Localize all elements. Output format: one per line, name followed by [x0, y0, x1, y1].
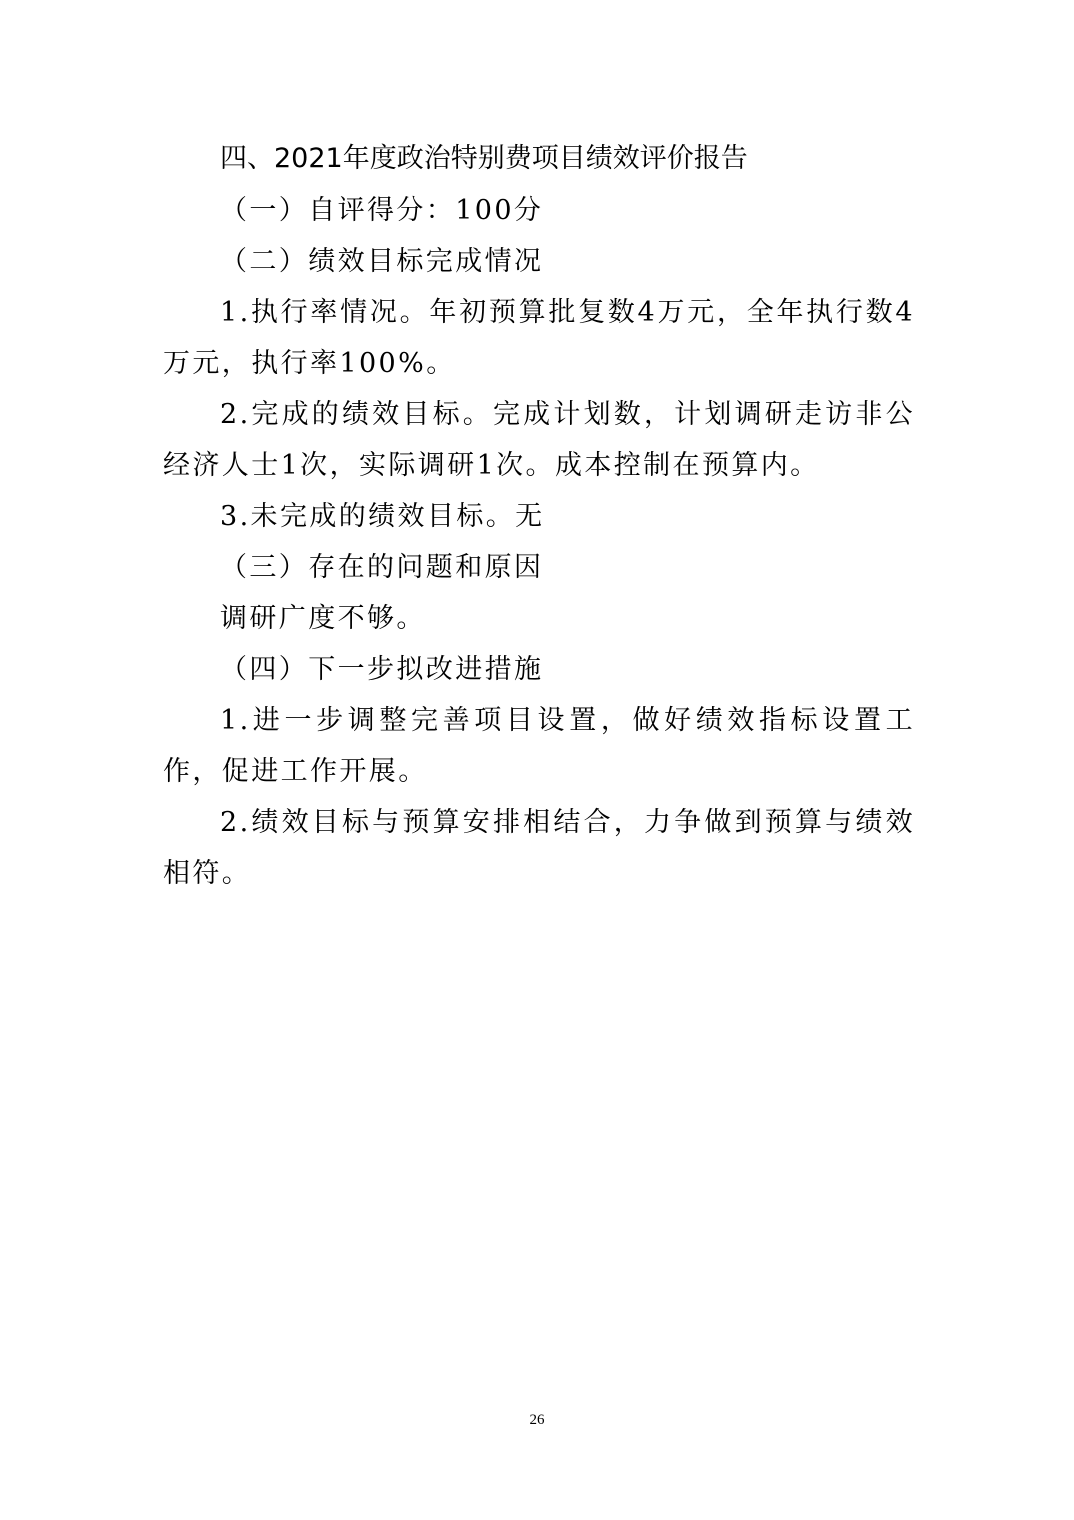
improvement-measure-2: 2.绩效目标与预算安排相结合，力争做到预算与绩效相符。	[163, 807, 915, 889]
section-three-heading: （三）存在的问题和原因	[220, 552, 544, 583]
section-four-heading: （四）下一步拟改进措施	[220, 654, 544, 685]
problems-line: 调研广度不够。	[220, 603, 426, 634]
document-body	[163, 133, 915, 899]
improvement-measure-1: 1.进一步调整完善项目设置，做好绩效指标设置工作，促进工作开展。	[163, 705, 915, 787]
uncompleted-goals-line: 3.未完成的绩效目标。无	[220, 501, 545, 532]
self-score-line: （一）自评得分：100分	[220, 195, 544, 226]
report-title: 四、2021年度政治特别费项目绩效评价报告	[220, 143, 748, 174]
section-two-heading: （二）绩效目标完成情况	[220, 246, 544, 277]
page-number: 26	[529, 1412, 545, 1428]
completed-goals-paragraph: 2.完成的绩效目标。完成计划数，计划调研走访非公经济人士1次，实际调研1次。成本控制在预算内。	[163, 399, 915, 481]
execution-rate-paragraph: 1.执行率情况。年初预算批复数4万元，全年执行数4万元，执行率100%。	[163, 297, 915, 379]
